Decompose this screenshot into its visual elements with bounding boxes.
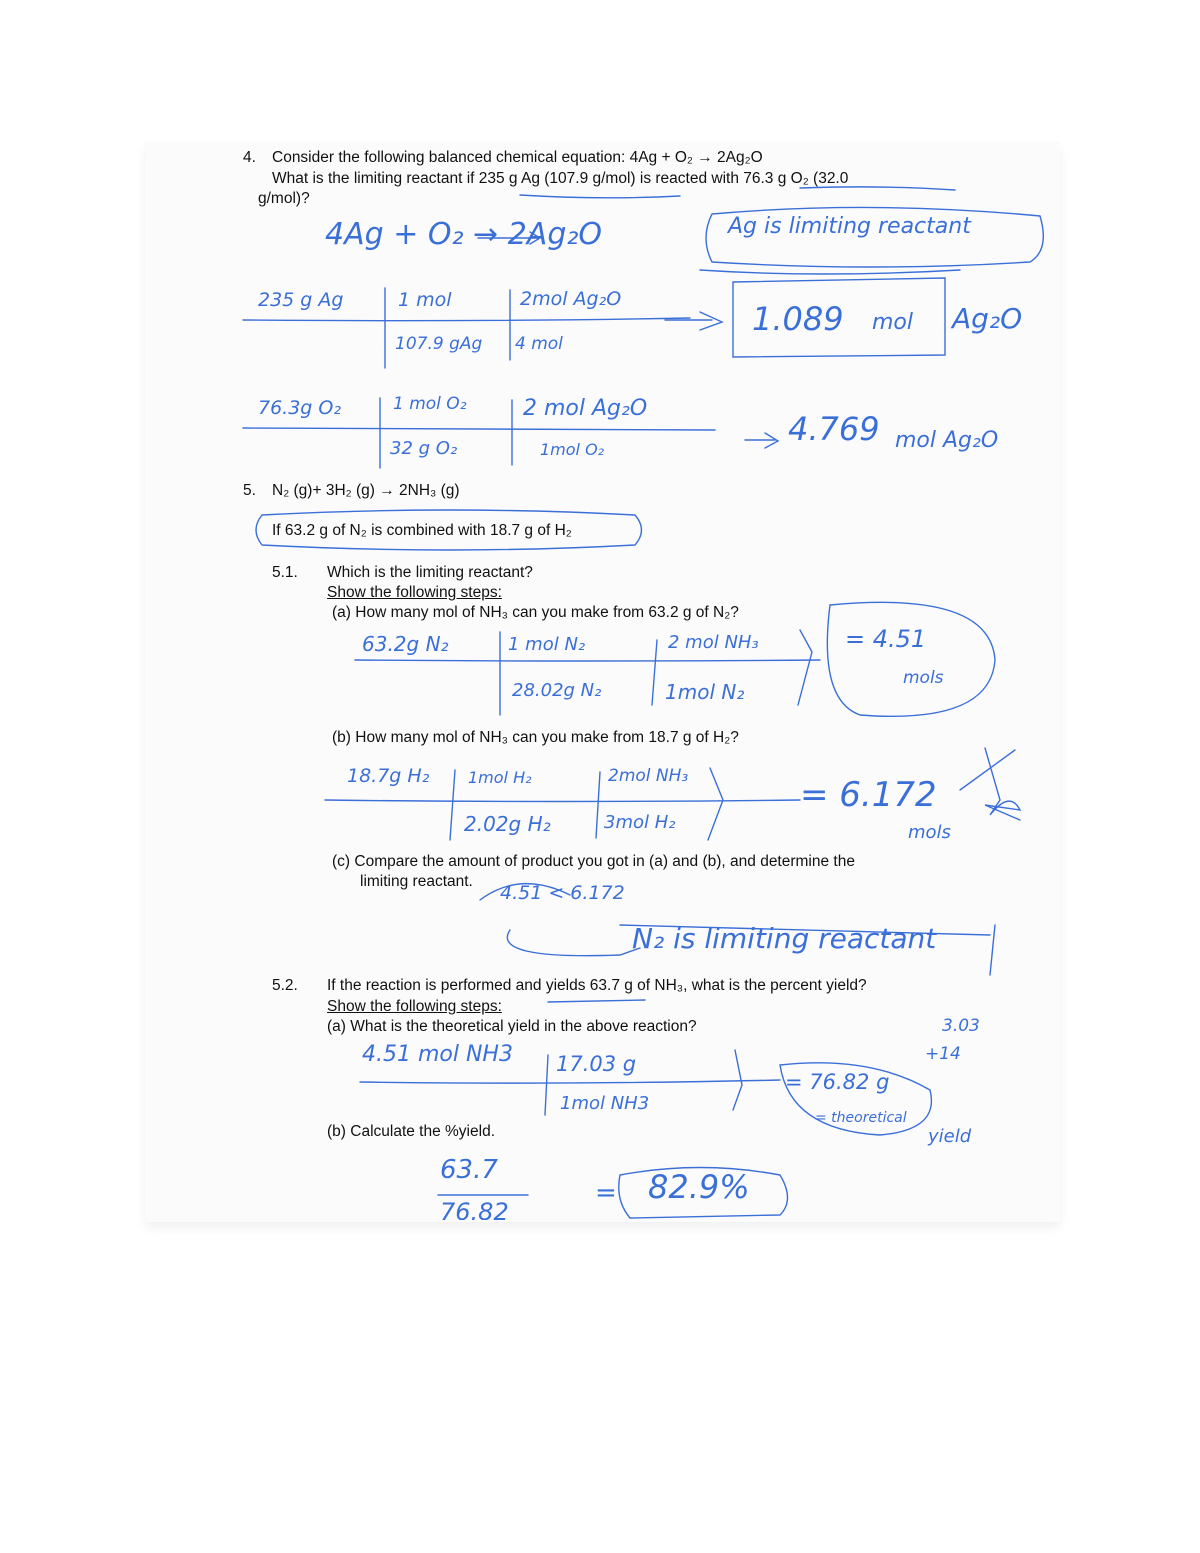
hw-py-result: 82.9% [648,1168,750,1206]
hw-q4-r1-d: 107.9 gAg [395,334,483,354]
q51-b: (b) How many mol of NH₃ can you make from 18.7 g of H₂? [332,729,739,746]
q52-number: 5.2. [272,977,298,994]
q52-show-steps: Show the following steps: [327,998,502,1015]
q51-a: (a) How many mol of NH₃ can you make from 63.2 g of N₂? [332,604,739,621]
hw-q4-r1-b: 1 mol [398,289,452,311]
hw-q4-r1-a: 235 g Ag [258,289,344,311]
hw-q4-r2-e: 1mol O₂ [540,440,605,459]
hw-q4-r2-unit: mol Ag₂O [895,428,999,453]
hw-b-r4: 2.02g H₂ [464,812,551,836]
hw-q4-r2-d: 32 g O₂ [390,438,458,459]
q4-line1: Consider the following balanced chemical equation: 4Ag + O₂ → 2Ag₂O [272,149,763,166]
hw-py-numerator: 63.7 [440,1155,498,1185]
q4-number: 4. [243,149,256,166]
hw-a-r3: 2 mol NH₃ [668,632,759,653]
hw-q4-r2-b: 1 mol O₂ [393,394,467,414]
hw-q4-r2-a: 76.3g O₂ [258,397,341,419]
hw-b-r3: 2mol NH₃ [608,766,689,786]
hw-a-r2: 1 mol N₂ [508,634,586,655]
hw-q4-answer: Ag is limiting reactant [728,214,971,239]
hw-q4-r1-result: 1.089 [752,300,844,338]
hw-ty-r1: 4.51 mol NH3 [362,1042,513,1067]
hw-q4-equation: 4Ag + O₂ → 2Ag₂O [325,217,603,252]
q5-number: 5. [243,482,256,499]
hw-a-unit: mols [903,668,944,688]
hw-b-r1: 18.7g H₂ [347,765,430,787]
hw-q4-r2-c: 2 mol Ag₂O [523,396,648,421]
q51-c-line1: (c) Compare the amount of product you got in (a) and (b), and determine the [332,853,855,870]
q5-given: If 63.2 g of N₂ is combined with 18.7 g of H₂ [272,522,572,539]
q52-b: (b) Calculate the %yield. [327,1123,495,1140]
q52-a: (a) What is the theoretical yield in the above reaction? [327,1018,697,1035]
q51-question: Which is the limiting reactant? [327,564,533,581]
q52-question: If the reaction is performed and yields 63.7 g of NH₃, what is the percent yield? [327,977,867,994]
hw-q4-r1-c: 2mol Ag₂O [520,288,622,310]
hw-q4-r1-unit: mol [872,310,914,335]
hw-a-r5: 1mol N₂ [665,680,745,704]
hw-c-compare: 4.51 < 6.172 [500,882,625,904]
hw-py-equals: = [595,1178,617,1208]
q5-equation: N₂ (g)+ 3H₂ (g) → 2NH₃ (g) [272,482,460,499]
hw-q4-r2-result: 4.769 [788,410,880,448]
hw-a-r4: 28.02g N₂ [512,680,602,701]
hw-side-1: 3.03 [942,1016,980,1036]
hw-q4-r1-product: Ag₂O [952,302,1023,335]
hw-q4-r1-e: 4 mol [515,334,563,354]
hw-a-result: = 4.51 [845,625,927,653]
q4-line2: What is the limiting reactant if 235 g Ag (107.9 g/mol) is reacted with 76.3 g O₂ (32.0 [272,170,849,187]
q4-line3: g/mol)? [258,190,310,207]
hw-ty-r2: 17.03 g [556,1052,637,1076]
hw-py-denominator: 76.82 [440,1198,509,1220]
hw-side-2: +14 [925,1044,961,1064]
hw-b-r2: 1mol H₂ [468,768,532,787]
hw-b-unit: mols [908,822,951,843]
q51-show-steps: Show the following steps: [327,584,502,601]
hw-ty-label: = theoretical [815,1110,907,1126]
hw-ty-r3: 1mol NH3 [560,1093,650,1114]
hw-ty-result: = 76.82 g [785,1070,890,1094]
q51-number: 5.1. [272,564,298,581]
hw-b-result: = 6.172 [800,775,937,815]
hw-c-answer: N₂ is limiting reactant [632,922,937,955]
hw-a-r1: 63.2g N₂ [362,632,449,656]
hw-b-r5: 3mol H₂ [604,812,676,833]
hw-ty-label2: yield [928,1126,972,1147]
q51-c-line2: limiting reactant. [360,873,473,890]
